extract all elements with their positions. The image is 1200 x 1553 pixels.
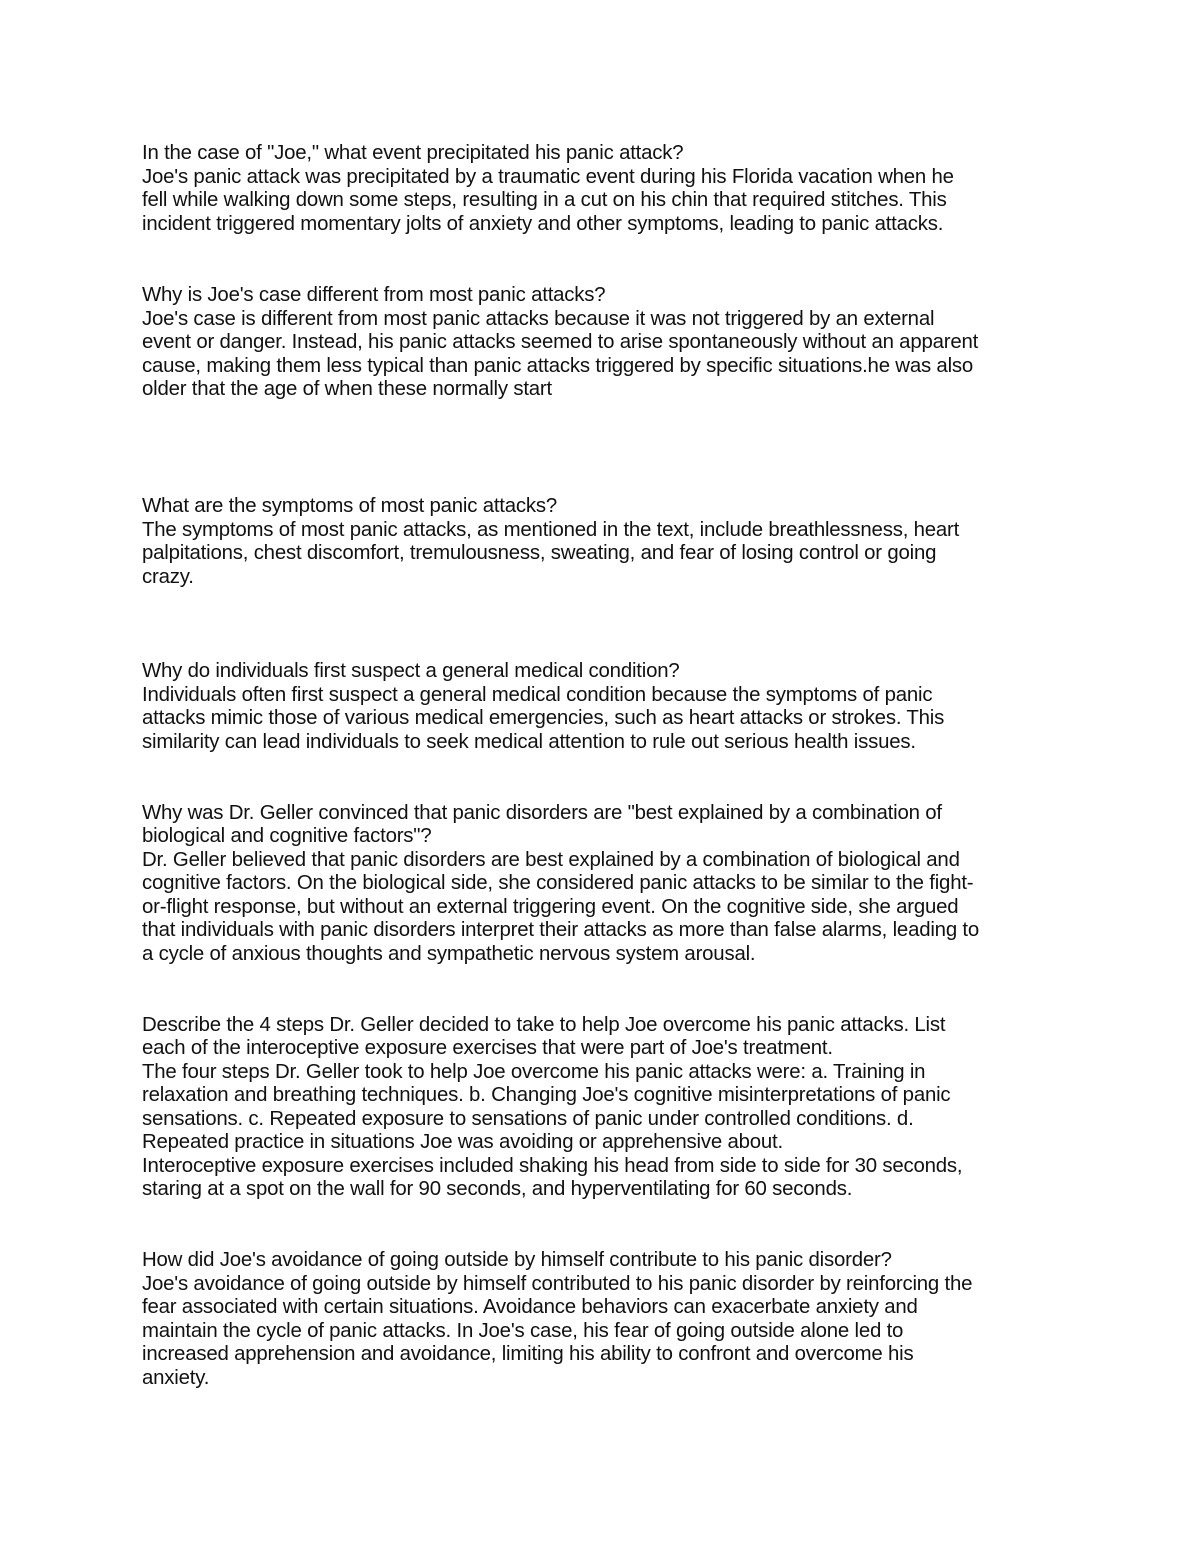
answer-3-line-3: crazy. <box>142 566 194 588</box>
answer-4-line-3: similarity can lead individuals to seek medical attention to rule out serious health issues. <box>142 731 916 753</box>
question-4: Why do individuals first suspect a general medical condition? <box>142 660 680 682</box>
question-1: In the case of "Joe," what event precipitated his panic attack? <box>142 142 684 164</box>
answer-2-line-1: Joe's case is different from most panic attacks because it was not triggered by an external <box>142 308 935 330</box>
answer-2-line-4: older that the age of when these normally start <box>142 378 552 400</box>
answer-6-line-6: staring at a spot on the wall for 90 seconds, and hyperventilating for 60 seconds. <box>142 1178 853 1200</box>
answer-7-line-4: increased apprehension and avoidance, limiting his ability to confront and overcome his <box>142 1343 914 1365</box>
answer-7-line-3: maintain the cycle of panic attacks. In Joe's case, his fear of going outside alone led to <box>142 1320 904 1342</box>
answer-7-line-1: Joe's avoidance of going outside by himself contributed to his panic disorder by reinforcing the <box>142 1273 973 1295</box>
question-7: How did Joe's avoidance of going outside by himself contribute to his panic disorder? <box>142 1249 892 1271</box>
answer-7-line-2: fear associated with certain situations. Avoidance behaviors can exacerbate anxiety and <box>142 1296 918 1318</box>
answer-1-line-3: incident triggered momentary jolts of anxiety and other symptoms, leading to panic attacks. <box>142 213 944 235</box>
question-3: What are the symptoms of most panic attacks? <box>142 495 558 517</box>
answer-6-line-5: Interoceptive exposure exercises included shaking his head from side to side for 30 seconds, <box>142 1155 963 1177</box>
answer-5-line-2: cognitive factors. On the biological side, she considered panic attacks to be similar to the fight- <box>142 872 974 894</box>
answer-2-line-3: cause, making them less typical than panic attacks triggered by specific situations.he was also <box>142 355 974 377</box>
answer-4-line-1: Individuals often first suspect a general medical condition because the symptoms of panic <box>142 684 933 706</box>
answer-2-line-2: event or danger. Instead, his panic attacks seemed to arise spontaneously without an apparent <box>142 331 979 353</box>
answer-6-line-1: The four steps Dr. Geller took to help Joe overcome his panic attacks were: a. Training in <box>142 1061 926 1083</box>
question-6-line-2: each of the interoceptive exposure exercises that were part of Joe's treatment. <box>142 1037 833 1059</box>
question-5-line-1: Why was Dr. Geller convinced that panic disorders are "best explained by a combination of <box>142 802 942 824</box>
question-5-line-2: biological and cognitive factors"? <box>142 825 432 847</box>
answer-7-line-5: anxiety. <box>142 1367 210 1389</box>
answer-6-line-3: sensations. c. Repeated exposure to sensations of panic under controlled conditions. d. <box>142 1108 914 1130</box>
answer-5-line-3: or-flight response, but without an external triggering event. On the cognitive side, she argued <box>142 896 959 918</box>
answer-5-line-1: Dr. Geller believed that panic disorders are best explained by a combination of biological and <box>142 849 960 871</box>
question-6-line-1: Describe the 4 steps Dr. Geller decided to take to help Joe overcome his panic attacks. List <box>142 1014 946 1036</box>
answer-4-line-2: attacks mimic those of various medical emergencies, such as heart attacks or strokes. This <box>142 707 945 729</box>
question-2: Why is Joe's case different from most panic attacks? <box>142 284 606 306</box>
answer-1-line-1: Joe's panic attack was precipitated by a traumatic event during his Florida vacation when he <box>142 166 954 188</box>
answer-3-line-1: The symptoms of most panic attacks, as mentioned in the text, include breathlessness, heart <box>142 519 960 541</box>
answer-6-line-2: relaxation and breathing techniques. b. Changing Joe's cognitive misinterpretations of panic <box>142 1084 951 1106</box>
answer-1-line-2: fell while walking down some steps, resulting in a cut on his chin that required stitches. This <box>142 189 947 211</box>
answer-3-line-2: palpitations, chest discomfort, tremulousness, sweating, and fear of losing control or going <box>142 542 937 564</box>
answer-6-line-4: Repeated practice in situations Joe was avoiding or apprehensive about. <box>142 1131 783 1153</box>
answer-5-line-4: that individuals with panic disorders interpret their attacks as more than false alarms, leading to <box>142 919 980 941</box>
answer-5-line-5: a cycle of anxious thoughts and sympathetic nervous system arousal. <box>142 943 756 965</box>
